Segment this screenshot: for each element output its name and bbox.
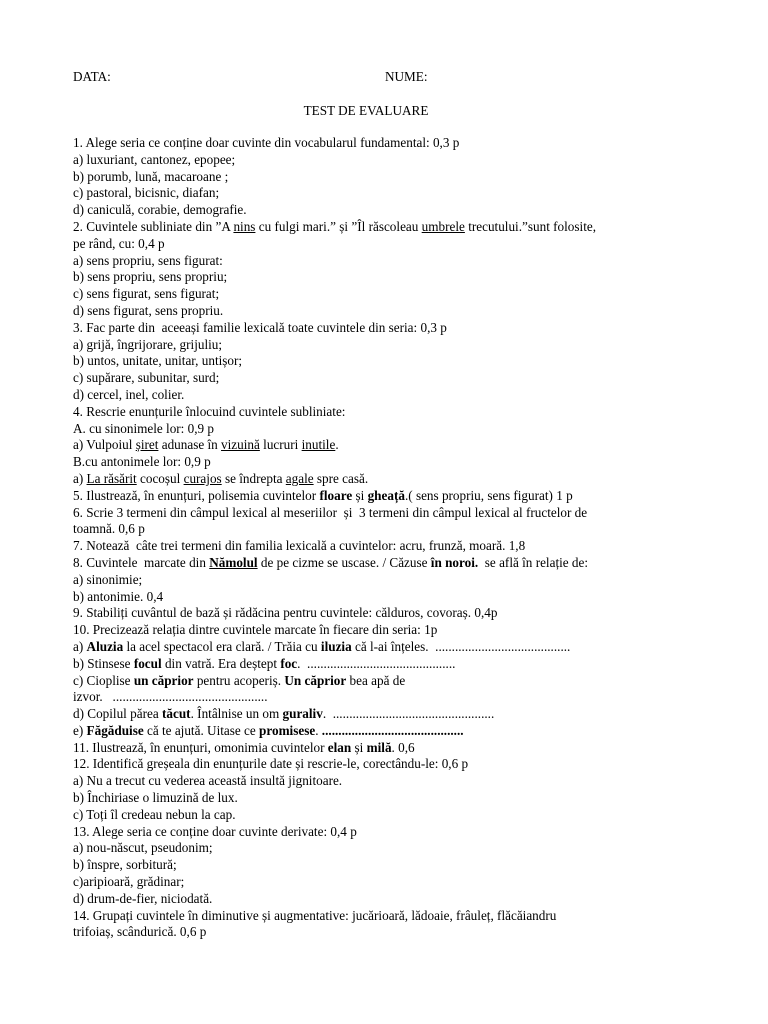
- text-line-l30: [73, 622, 695, 639]
- text-line-l23: [73, 505, 695, 522]
- text-line-l05: [73, 202, 695, 219]
- emphasized-word: gheață: [367, 487, 405, 503]
- emphasized-word: noroi.: [445, 554, 479, 570]
- text-line-l14: [73, 353, 695, 370]
- text-line-l20: [73, 454, 695, 471]
- line-text: toamnă. 0,6 p: [73, 521, 145, 537]
- line-text: și: [351, 739, 367, 755]
- emphasized-word: un căprior: [133, 672, 194, 688]
- line-text: din vatră. Era deștept: [161, 655, 281, 671]
- emphasized-word: în: [430, 554, 442, 570]
- line-text: 12. Identifică greșeala din enunțurile date și rescrie-le, corectându-le: 0,6 p: [73, 756, 469, 772]
- line-text: e): [73, 722, 87, 738]
- emphasized-word: nins: [233, 218, 256, 234]
- text-line-l06: [73, 219, 695, 236]
- line-text: 11. Ilustrează, în enunțuri, omonimia cuvintelor: [73, 739, 328, 755]
- text-line-l01: [73, 135, 695, 152]
- emphasized-word: guraliv: [282, 706, 323, 722]
- line-text: 14. Grupați cuvintele în diminutive și augmentative: jucărioară, lădoaie, frâuleț, flăcăiandru: [73, 907, 557, 923]
- emphasized-word: vizuină: [221, 437, 260, 453]
- line-text: se îndrepta: [221, 470, 286, 486]
- line-text: b) Stinsese: [73, 655, 134, 671]
- line-text: b) sens propriu, sens propriu;: [73, 269, 228, 285]
- emphasized-word: Nămolul: [209, 554, 258, 570]
- text-line-l43: [73, 840, 695, 857]
- line-text: c) supărare, subunitar, surd;: [73, 370, 220, 386]
- text-line-l44: [73, 857, 695, 874]
- text-line-l37: [73, 740, 695, 757]
- line-text: d) caniculă, corabie, demografie.: [73, 202, 247, 218]
- text-line-l28: [73, 589, 695, 606]
- emphasized-word: Făgăduise: [86, 722, 144, 738]
- line-text: d) sens figurat, sens propriu.: [73, 302, 224, 318]
- line-text: și: [352, 487, 368, 503]
- line-text: .( sens propriu, sens figurat) 1 p: [404, 487, 573, 503]
- text-line-l31: [73, 639, 695, 656]
- line-text: a): [73, 638, 87, 654]
- text-line-l15: [73, 370, 695, 387]
- text-line-l18: [73, 421, 695, 438]
- line-text: c) sens figurat, sens figurat;: [73, 286, 220, 302]
- line-text: . Întâlnise un om: [190, 706, 283, 722]
- emphasized-word: La răsărit: [86, 470, 137, 486]
- line-text: d) cercel, inel, colier.: [73, 386, 185, 402]
- text-line-l36: [73, 723, 695, 740]
- line-text: că te ajută. Uitase ce: [143, 722, 260, 738]
- line-text: trifoiaș, scândurică. 0,6 p: [73, 924, 207, 940]
- line-text: 1. Alege seria ce conține doar cuvinte din vocabularul fundamental: 0,3 p: [73, 135, 460, 150]
- emphasized-word: milă: [366, 739, 392, 755]
- line-text: adunase în: [158, 437, 222, 453]
- line-text: 4. Rescrie enunțurile înlocuind cuvintele subliniate:: [73, 403, 346, 419]
- line-text: d) Copilul părea: [73, 706, 162, 722]
- line-text: 10. Precizează relația dintre cuvintele marcate în fiecare din seria: 1p: [73, 622, 438, 638]
- text-line-l46: [73, 891, 695, 908]
- line-text: c) Toți îl credeau nebun la cap.: [73, 806, 236, 822]
- line-text: b) antonimie. 0,4: [73, 588, 164, 604]
- emphasized-word: elan: [327, 739, 352, 755]
- line-text: c) pastoral, bicisnic, diafan;: [73, 185, 220, 201]
- text-line-l32: [73, 656, 695, 673]
- text-line-l22: [73, 488, 695, 505]
- emphasized-word: inutile: [301, 437, 336, 453]
- line-text: 13. Alege seria ce conține doar cuvinte derivate: 0,4 p: [73, 823, 357, 839]
- text-line-l16: [73, 387, 695, 404]
- line-text: se află în relație de:: [478, 554, 589, 570]
- emphasized-word: iluzia: [320, 638, 352, 654]
- emphasized-word: curajos: [183, 470, 222, 486]
- line-text: B.cu antonimele lor: 0,9 p: [73, 454, 211, 470]
- text-line-l40: [73, 790, 695, 807]
- line-text: spre casă.: [313, 470, 369, 486]
- line-text: izvor. ...............................................: [73, 689, 268, 705]
- line-text: a) Vulpoiul: [73, 437, 136, 453]
- line-text: c) Cioplise: [73, 672, 134, 688]
- line-text: b) untos, unitate, unitar, untișor;: [73, 353, 243, 369]
- line-text: A. cu sinonimele lor: 0,9 p: [73, 420, 215, 436]
- line-text: b) Închiriase o limuzină de lux.: [73, 790, 238, 806]
- line-text: a) sinonimie;: [73, 571, 143, 587]
- emphasized-word: promisese: [259, 722, 316, 738]
- header-row: [73, 68, 768, 86]
- text-line-l10: [73, 286, 695, 303]
- line-text: a) sens propriu, sens figurat:: [73, 252, 223, 268]
- emphasized-word: focul: [133, 655, 162, 671]
- test-content: [73, 135, 695, 941]
- text-line-l04: [73, 185, 695, 202]
- line-text: c)aripioară, grădinar;: [73, 874, 185, 890]
- text-line-l47: [73, 908, 695, 925]
- date-label: DATA:: [73, 69, 111, 84]
- line-text: 9. Stabiliți cuvântul de bază și rădăcina pentru cuvintele: călduros, covoraș. 0,4p: [73, 605, 498, 621]
- line-text: a) nou-născut, pseudonim;: [73, 840, 213, 856]
- line-text: lucruri: [259, 437, 302, 453]
- emphasized-word: floare: [319, 487, 353, 503]
- line-text: .: [335, 437, 339, 453]
- text-line-l41: [73, 807, 695, 824]
- line-text: 3. Fac parte din aceeași familie lexicală toate cuvintele din seria: 0,3 p: [73, 319, 447, 335]
- text-line-l42: [73, 824, 695, 841]
- emphasized-word: umbrele: [421, 218, 465, 234]
- text-line-l07: [73, 236, 695, 253]
- text-line-l34: [73, 689, 695, 706]
- line-text: la acel spectacol era clară. / Trăia cu: [123, 638, 321, 654]
- text-line-l24: [73, 521, 695, 538]
- text-line-l39: [73, 773, 695, 790]
- line-text: pentru acoperiș.: [193, 672, 285, 688]
- line-text: pe rând, cu: 0,4 p: [73, 235, 165, 251]
- text-line-l35: [73, 706, 695, 723]
- text-line-l12: [73, 320, 695, 337]
- emphasized-word: Aluzia: [86, 638, 124, 654]
- emphasized-word: ...........................................: [321, 722, 464, 738]
- line-text: a) grijă, îngrijorare, grijuliu;: [73, 336, 223, 352]
- text-line-l13: [73, 337, 695, 354]
- line-text: d) drum-de-fier, niciodată.: [73, 890, 213, 906]
- text-line-l33: [73, 673, 695, 690]
- line-text: cu fulgi mari.” și ”Îl răscoleau: [255, 218, 422, 234]
- emphasized-word: agale: [285, 470, 314, 486]
- text-line-l03: [73, 169, 695, 186]
- text-line-l08: [73, 253, 695, 270]
- line-text: trecutului.”sunt folosite,: [464, 218, 597, 234]
- emphasized-word: șiret: [135, 437, 159, 453]
- text-line-l45: [73, 874, 695, 891]
- line-text: b) porumb, lună, macaroane ;: [73, 168, 229, 184]
- text-line-l25: [73, 538, 695, 555]
- line-text: a) Nu a trecut cu vederea această insultă jignitoare.: [73, 773, 343, 789]
- line-text: cocoșul: [136, 470, 184, 486]
- line-text: a) luxuriant, cantonez, epopee;: [73, 151, 236, 167]
- text-line-l02: [73, 152, 695, 169]
- text-line-l29: [73, 605, 695, 622]
- line-text: . 0,6: [391, 739, 415, 755]
- line-text: 5. Ilustrează, în enunțuri, polisemia cuvintelor: [73, 487, 320, 503]
- line-text: de pe cizme se uscase. / Căzuse: [257, 554, 431, 570]
- text-line-l27: [73, 572, 695, 589]
- text-line-l26: [73, 555, 695, 572]
- line-text: a): [73, 470, 87, 486]
- emphasized-word: tăcut: [162, 706, 191, 722]
- text-line-l21: [73, 471, 695, 488]
- line-text: . .................................................: [322, 706, 495, 722]
- line-text: b) înspre, sorbitură;: [73, 857, 177, 873]
- line-text: bea apă de: [346, 672, 406, 688]
- emphasized-word: foc: [280, 655, 298, 671]
- line-text: 2. Cuvintele subliniate din ”A: [73, 218, 234, 234]
- line-text: 7. Notează câte trei termeni din familia lexicală a cuvintelor: acru, frunză, moară. 1,8: [73, 538, 526, 554]
- line-text: 8. Cuvintele marcate din: [73, 554, 210, 570]
- text-line-l48: [73, 924, 695, 941]
- text-line-l09: [73, 269, 695, 286]
- name-label: NUME:: [385, 69, 428, 84]
- line-text: .: [315, 722, 322, 738]
- text-line-l11: [73, 303, 695, 320]
- text-line-l19: [73, 437, 695, 454]
- text-line-l17: [73, 404, 695, 421]
- emphasized-word: Un căprior: [284, 672, 347, 688]
- line-text: . .............................................: [297, 655, 456, 671]
- line-text: 6. Scrie 3 termeni din câmpul lexical al meseriilor și 3 termeni din câmpul lexical al fructelor de: [73, 504, 588, 520]
- line-text: că l-ai înțeles. .........................................: [351, 638, 571, 654]
- text-line-l38: [73, 756, 695, 773]
- test-title: TEST DE EVALUARE: [303, 103, 429, 118]
